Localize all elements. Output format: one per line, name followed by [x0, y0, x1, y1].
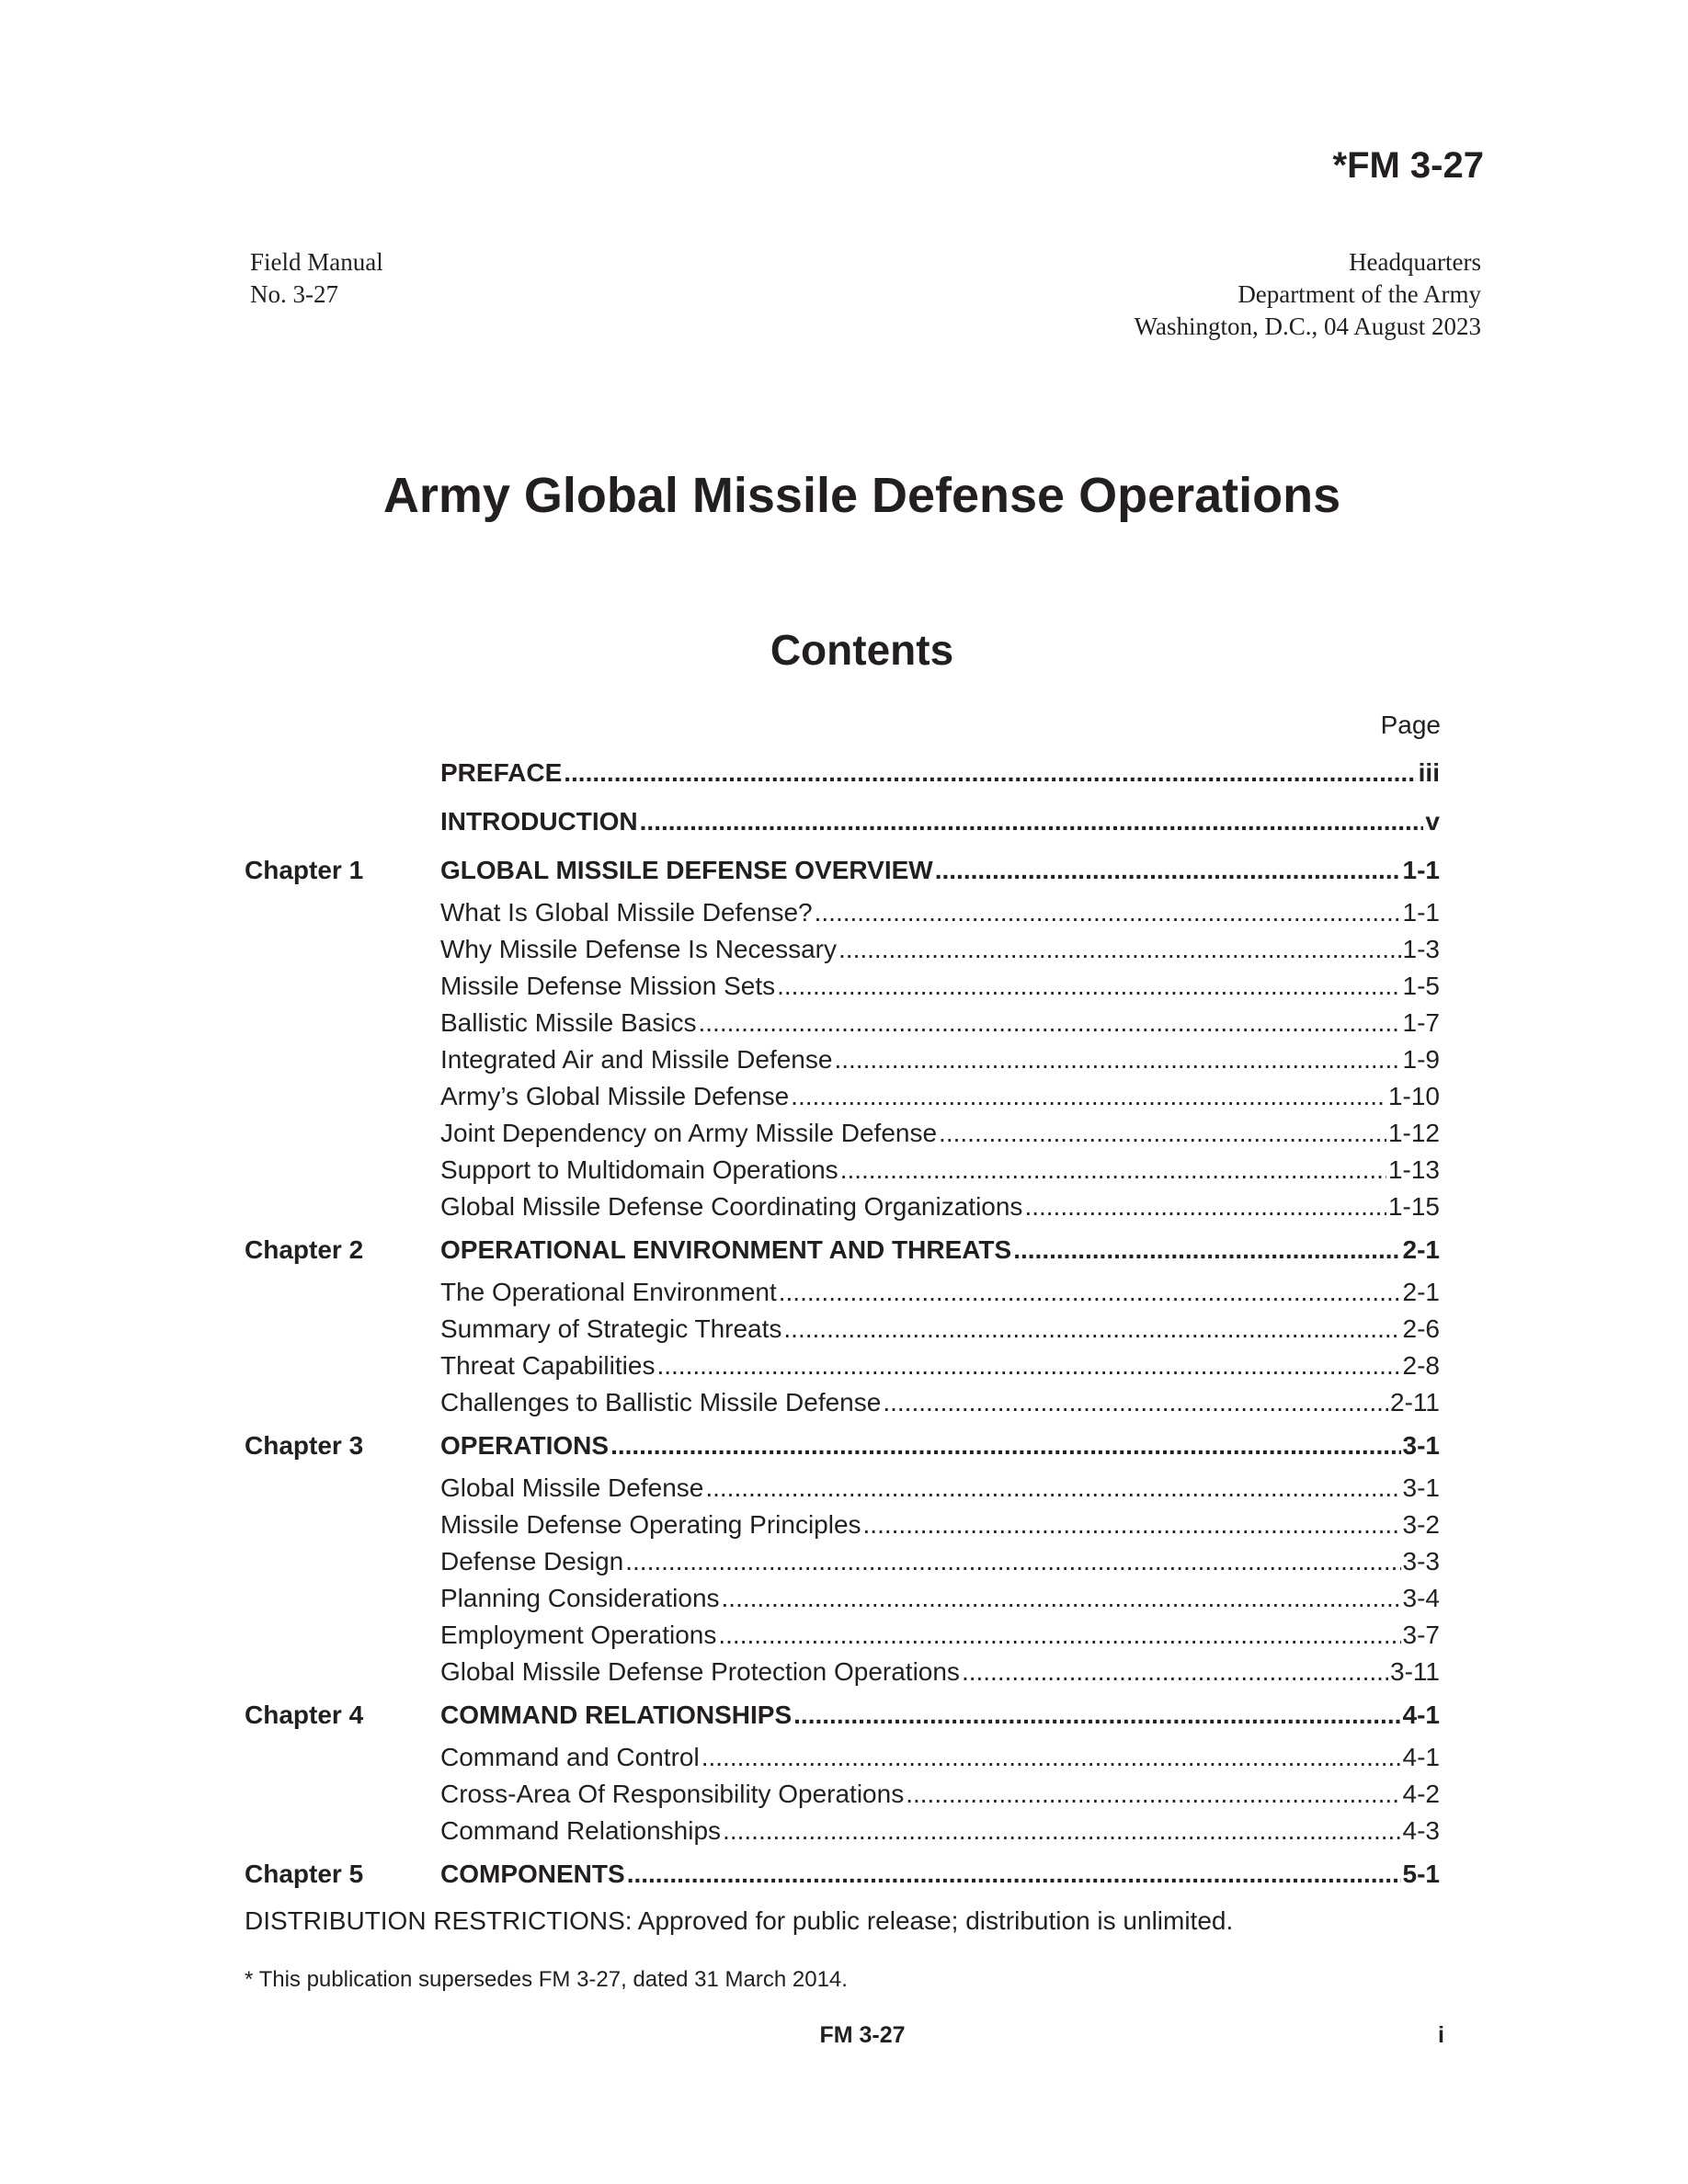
- toc-entry-title: INTRODUCTION: [440, 807, 638, 836]
- toc-entry: [440, 1813, 1440, 1849]
- header-right-block: [1135, 246, 1481, 343]
- toc-entry-page: 3-1: [1402, 1431, 1440, 1460]
- toc-section-row[interactable]: [245, 1776, 1440, 1813]
- toc-entry: [440, 894, 1440, 931]
- toc-entry: [440, 1690, 1440, 1739]
- toc-dot-leader: [699, 1005, 1401, 1041]
- toc-entry: [440, 1421, 1440, 1470]
- toc-dot-leader: [935, 846, 1401, 894]
- toc-entry: [440, 968, 1440, 1005]
- toc-dot-leader: [625, 1543, 1400, 1580]
- toc-section-row[interactable]: [245, 1274, 1440, 1311]
- toc-entry-title: Ballistic Missile Basics: [440, 1008, 697, 1037]
- toc-section-row[interactable]: [245, 1470, 1440, 1507]
- toc-entry-page: 3-7: [1402, 1621, 1440, 1649]
- toc-chapter-label: Chapter 3: [245, 1431, 364, 1460]
- toc-dot-leader: [838, 931, 1401, 968]
- footer-page-number: i: [1438, 2022, 1444, 2048]
- page-column-label: Page: [1380, 711, 1441, 739]
- toc-entry-title: OPERATIONAL ENVIRONMENT AND THREATS: [440, 1235, 1012, 1264]
- toc-entry-title: Support to Multidomain Operations: [440, 1155, 838, 1184]
- toc-section-row[interactable]: [245, 968, 1440, 1005]
- toc-entry: [440, 1654, 1440, 1690]
- toc-entry: [440, 1580, 1440, 1617]
- toc-dot-leader: [723, 1813, 1400, 1849]
- toc-entry-title: OPERATIONS: [440, 1431, 610, 1460]
- toc-section-row[interactable]: [245, 1739, 1440, 1776]
- toc-chapter-label: Chapter 2: [245, 1235, 364, 1264]
- toc-entry-page: 1-12: [1387, 1119, 1440, 1147]
- document-title: Army Global Missile Defense Operations: [382, 468, 1341, 523]
- toc-dot-leader: [863, 1507, 1401, 1543]
- table-of-contents: [245, 749, 1440, 1898]
- toc-entry: [440, 1225, 1440, 1274]
- toc-dot-leader: [718, 1617, 1400, 1654]
- toc-dot-leader: [705, 1470, 1400, 1507]
- header-left-block: [250, 246, 383, 311]
- toc-section-row[interactable]: [245, 1115, 1440, 1152]
- toc-dot-leader: [783, 1311, 1400, 1348]
- toc-chapter-row[interactable]: [245, 846, 1440, 894]
- toc-entry-title: Challenges to Ballistic Missile Defense: [440, 1388, 882, 1416]
- toc-entry: [440, 1507, 1440, 1543]
- toc-entry-page: 1-7: [1402, 1008, 1440, 1037]
- toc-entry: [440, 1078, 1440, 1115]
- toc-entry: [440, 1470, 1440, 1507]
- toc-dot-leader: [564, 749, 1416, 797]
- toc-entry-title: Threat Capabilities: [440, 1351, 656, 1380]
- toc-dot-leader: [906, 1776, 1400, 1813]
- toc-entry-title: PREFACE: [440, 758, 563, 787]
- toc-chapter-row[interactable]: [245, 797, 1440, 846]
- toc-section-row[interactable]: [245, 1078, 1440, 1115]
- toc-entry: [440, 1384, 1440, 1421]
- toc-dot-leader: [962, 1654, 1388, 1690]
- toc-section-row[interactable]: [245, 1617, 1440, 1654]
- toc-chapter-row[interactable]: [245, 1421, 1440, 1470]
- toc-entry-page: 4-1: [1402, 1743, 1440, 1771]
- toc-entry-page: 1-1: [1402, 898, 1440, 927]
- supersedes-note: * This publication supersedes FM 3-27, dated 31 March 2014.: [245, 1967, 848, 1992]
- toc-entry-page: 1-3: [1402, 935, 1440, 963]
- distribution-restrictions: DISTRIBUTION RESTRICTIONS: Approved for public release; distribution is unlimited.: [245, 1906, 1234, 1935]
- toc-dot-leader: [656, 1348, 1400, 1384]
- toc-section-row[interactable]: [245, 1189, 1440, 1225]
- department-label: Department of the Army: [1237, 280, 1481, 308]
- toc-entry-title: Missile Defense Mission Sets: [440, 972, 776, 1000]
- toc-chapter-row[interactable]: [245, 1849, 1440, 1898]
- toc-entry-title: Global Missile Defense Protection Operations: [440, 1657, 960, 1686]
- toc-section-row[interactable]: [245, 1311, 1440, 1348]
- toc-section-row[interactable]: [245, 1005, 1440, 1041]
- field-manual-label: Field Manual: [250, 248, 383, 276]
- toc-entry-page: 4-1: [1402, 1701, 1440, 1729]
- toc-entry-page: 1-9: [1402, 1045, 1440, 1074]
- toc-entry-page: iii: [1418, 758, 1440, 787]
- toc-dot-leader: [834, 1041, 1400, 1078]
- toc-entry-page: 4-3: [1402, 1816, 1440, 1845]
- headquarters-label: Headquarters: [1349, 248, 1481, 276]
- toc-dot-leader: [627, 1849, 1401, 1898]
- toc-entry: [440, 1115, 1440, 1152]
- toc-dot-leader: [779, 1274, 1401, 1311]
- toc-entry: [440, 1543, 1440, 1580]
- toc-entry-title: Global Missile Defense Coordinating Organizations: [440, 1192, 1023, 1221]
- toc-dot-leader: [640, 797, 1424, 846]
- toc-entry-title: Summary of Strategic Threats: [440, 1314, 782, 1343]
- toc-section-row[interactable]: [245, 1654, 1440, 1690]
- toc-chapter-row[interactable]: [245, 1225, 1440, 1274]
- toc-entry-page: 4-2: [1402, 1780, 1440, 1808]
- document-id: *FM 3-27: [1332, 145, 1484, 186]
- toc-entry-page: 2-11: [1390, 1388, 1440, 1416]
- toc-entry: [440, 1348, 1440, 1384]
- toc-section-row[interactable]: [245, 1152, 1440, 1189]
- toc-entry: [440, 749, 1440, 797]
- toc-entry-title: Why Missile Defense Is Necessary: [440, 935, 838, 963]
- toc-entry-page: 2-1: [1402, 1235, 1440, 1264]
- toc-section-row[interactable]: [245, 1543, 1440, 1580]
- toc-entry-page: 1-1: [1402, 856, 1440, 884]
- toc-entry: [440, 797, 1440, 846]
- toc-entry-page: 3-3: [1402, 1547, 1440, 1575]
- toc-entry: [440, 1005, 1440, 1041]
- toc-entry-page: 1-10: [1387, 1082, 1440, 1110]
- toc-dot-leader: [1024, 1189, 1386, 1225]
- toc-entry: [440, 1849, 1440, 1898]
- toc-dot-leader: [1013, 1225, 1400, 1274]
- toc-entry: [440, 1776, 1440, 1813]
- toc-entry-title: Global Missile Defense: [440, 1473, 704, 1502]
- toc-chapter-row[interactable]: [245, 1690, 1440, 1739]
- manual-number: No. 3-27: [250, 280, 338, 308]
- toc-entry-title: The Operational Environment: [440, 1278, 777, 1306]
- toc-entry: [440, 1152, 1440, 1189]
- toc-entry: [440, 846, 1440, 894]
- toc-entry-title: Missile Defense Operating Principles: [440, 1510, 861, 1539]
- toc-entry-title: COMPONENTS: [440, 1860, 625, 1888]
- toc-section-row[interactable]: [245, 1384, 1440, 1421]
- toc-entry: [440, 1617, 1440, 1654]
- toc-section-row[interactable]: [245, 1507, 1440, 1543]
- toc-chapter-label: Chapter 5: [245, 1860, 364, 1888]
- toc-entry-page: 1-15: [1387, 1192, 1440, 1221]
- location-date: Washington, D.C., 04 August 2023: [1134, 313, 1481, 340]
- toc-dot-leader: [701, 1739, 1401, 1776]
- toc-section-row[interactable]: [245, 1813, 1440, 1849]
- toc-entry: [440, 1274, 1440, 1311]
- toc-dot-leader: [793, 1690, 1400, 1739]
- toc-entry-page: v: [1425, 807, 1440, 836]
- toc-entry-page: 1-13: [1387, 1155, 1440, 1184]
- toc-dot-leader: [840, 1152, 1386, 1189]
- toc-entry-title: Command Relationships: [440, 1816, 722, 1845]
- toc-dot-leader: [722, 1580, 1401, 1617]
- toc-entry-title: Employment Operations: [440, 1621, 717, 1649]
- toc-dot-leader: [815, 894, 1401, 931]
- toc-entry-page: 2-6: [1402, 1314, 1440, 1343]
- toc-section-row[interactable]: [245, 894, 1440, 931]
- toc-dot-leader: [610, 1421, 1400, 1470]
- toc-section-row[interactable]: [245, 1580, 1440, 1617]
- toc-dot-leader: [939, 1115, 1386, 1152]
- toc-entry-title: Joint Dependency on Army Missile Defense: [440, 1119, 938, 1147]
- footer-document-id: FM 3-27: [819, 2022, 906, 2048]
- toc-dot-leader: [777, 968, 1400, 1005]
- toc-entry: [440, 1041, 1440, 1078]
- toc-entry-title: Integrated Air and Missile Defense: [440, 1045, 833, 1074]
- toc-entry: [440, 1189, 1440, 1225]
- toc-entry: [440, 1311, 1440, 1348]
- toc-dot-leader: [883, 1384, 1388, 1421]
- toc-chapter-row[interactable]: [245, 749, 1440, 797]
- toc-entry-page: 2-1: [1402, 1278, 1440, 1306]
- toc-entry-page: 1-5: [1402, 972, 1440, 1000]
- toc-entry-title: Command and Control: [440, 1743, 700, 1771]
- toc-entry-title: Defense Design: [440, 1547, 624, 1575]
- toc-entry-title: GLOBAL MISSILE DEFENSE OVERVIEW: [440, 856, 933, 884]
- toc-entry-page: 3-1: [1402, 1473, 1440, 1502]
- toc-entry-title: COMMAND RELATIONSHIPS: [440, 1701, 793, 1729]
- toc-section-row[interactable]: [245, 931, 1440, 968]
- toc-section-row[interactable]: [245, 1041, 1440, 1078]
- toc-entry-page: 2-8: [1402, 1351, 1440, 1380]
- toc-entry-title: Army’s Global Missile Defense: [440, 1082, 790, 1110]
- contents-heading: Contents: [770, 626, 954, 674]
- toc-entry: [440, 1739, 1440, 1776]
- toc-entry-page: 5-1: [1402, 1860, 1440, 1888]
- toc-chapter-label: Chapter 1: [245, 856, 364, 884]
- toc-entry-title: What Is Global Missile Defense?: [440, 898, 813, 927]
- toc-entry-title: Cross-Area Of Responsibility Operations: [440, 1780, 905, 1808]
- toc-entry-page: 3-4: [1402, 1584, 1440, 1612]
- toc-entry-page: 3-2: [1402, 1510, 1440, 1539]
- toc-chapter-label: Chapter 4: [245, 1701, 364, 1729]
- toc-entry-title: Planning Considerations: [440, 1584, 720, 1612]
- toc-entry: [440, 931, 1440, 968]
- toc-entry-page: 3-11: [1390, 1657, 1440, 1686]
- toc-dot-leader: [791, 1078, 1386, 1115]
- toc-section-row[interactable]: [245, 1348, 1440, 1384]
